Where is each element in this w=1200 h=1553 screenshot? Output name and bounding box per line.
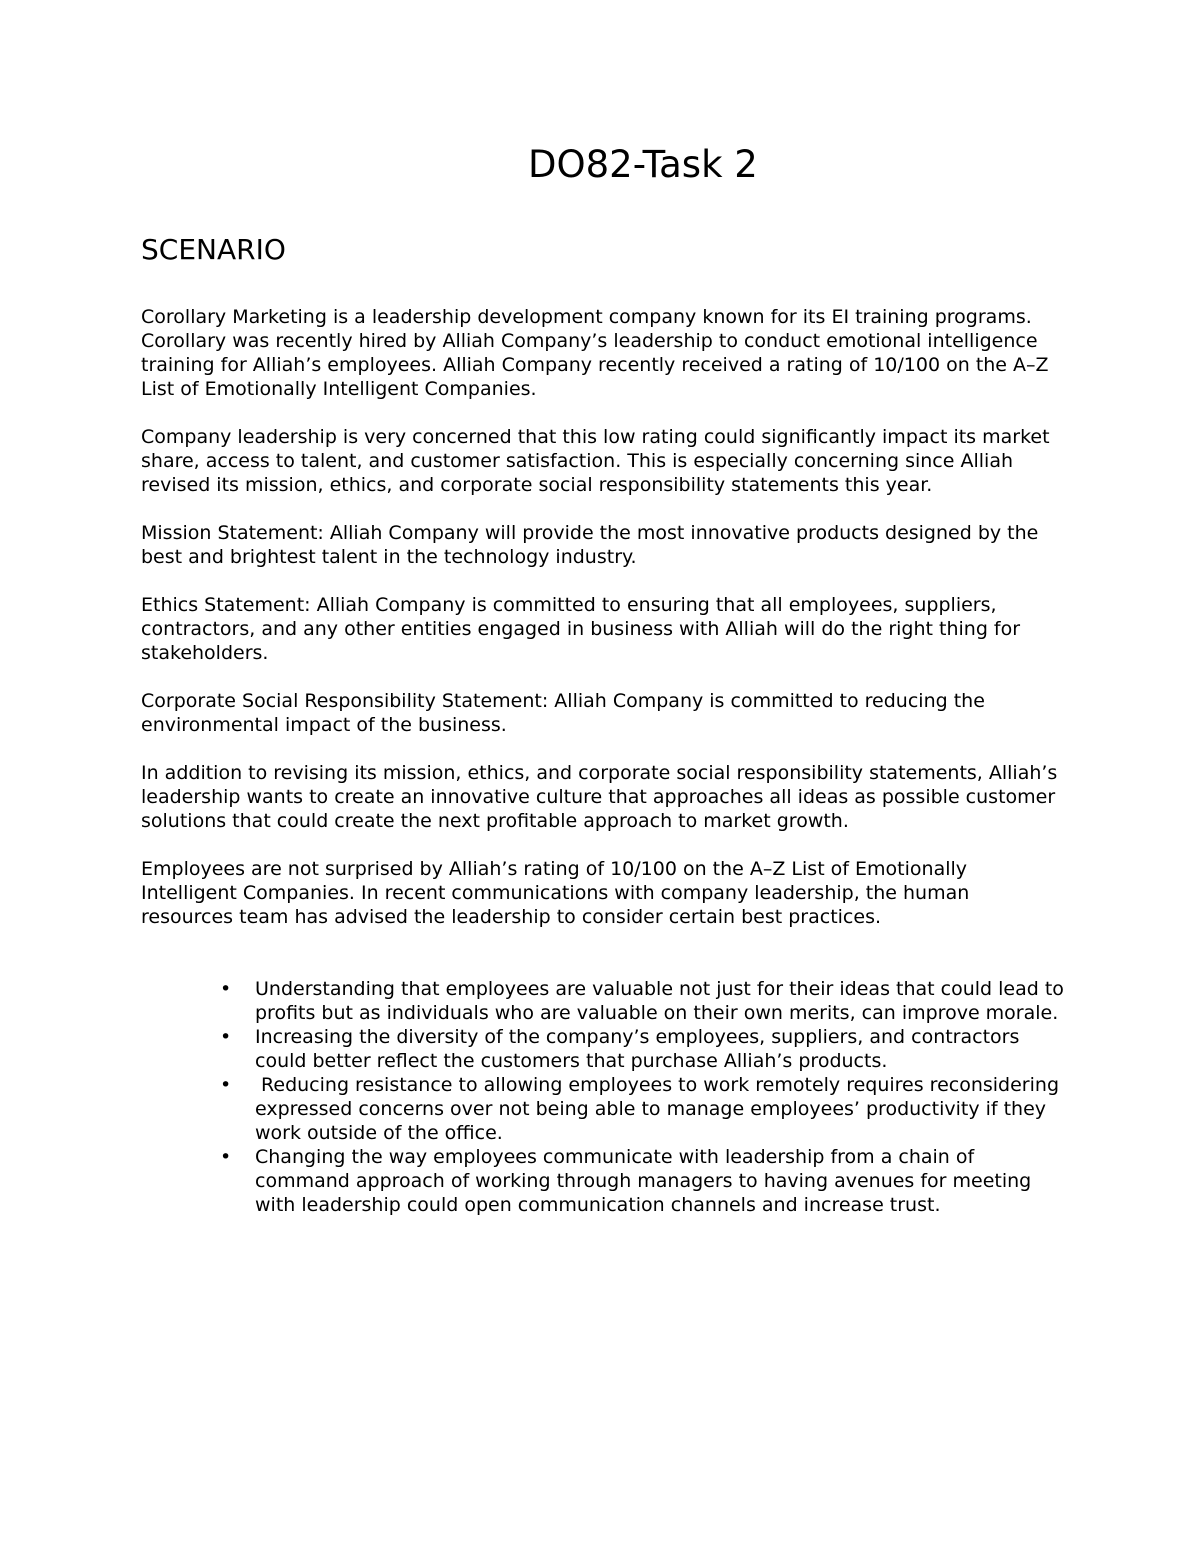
- bullet-icon: •: [220, 1146, 232, 1168]
- list-item: [220, 1073, 1066, 1145]
- list-item-text: Reducing resistance to allowing employees to work remotely requires reconsidering expressed concerns over not being able to manage employees’ productivity if they work outside of the office.: [255, 1074, 1066, 1144]
- bullet-icon: •: [220, 1026, 232, 1048]
- paragraph-mission-statement: Mission Statement: Alliah Company will provide the most innovative products designed by the best and brightest talent in the technology industry.: [141, 522, 1039, 568]
- document-body: [141, 305, 1066, 1217]
- list-item: [220, 1145, 1066, 1217]
- bullet-icon: •: [220, 1074, 232, 1096]
- section-heading: SCENARIO: [141, 233, 286, 266]
- list-item: [220, 1025, 1066, 1073]
- paragraph-innovative-culture: In addition to revising its mission, ethics, and corporate social responsibility statements, Alliah’s leadership wants to create an innovative culture that approaches all ideas as possible customer solutions that could create the next profitable approach to market growth.: [141, 762, 1058, 832]
- list-item-text: Increasing the diversity of the company’s employees, suppliers, and contractors could better reflect the customers that purchase Alliah’s products.: [255, 1026, 1020, 1072]
- list-item-text: Understanding that employees are valuable not just for their ideas that could lead to profits but as individuals who are valuable on their own merits, can improve morale.: [255, 978, 1064, 1024]
- paragraph-csr-statement: Corporate Social Responsibility Statement: Alliah Company is committed to reducing the environmental impact of the business.: [141, 690, 985, 736]
- paragraph-intro: Corollary Marketing is a leadership development company known for its EI training programs. Corollary was recently hired by Alliah Company’s leadership to conduct emotional intelligence training for Alliah’s employees. Alliah Company recently received a rating of 10/100 on the A–Z List of Emotionally Intelligent Companies.: [141, 306, 1049, 400]
- paragraph-leadership-concern: Company leadership is very concerned that this low rating could significantly impact its market share, access to talent, and customer satisfaction. This is especially concerning since Alliah revised its mission, ethics, and corporate social responsibility statements this year.: [141, 426, 1050, 496]
- list-item-text: Changing the way employees communicate with leadership from a chain of command approach of working through managers to having avenues for meeting with leadership could open communication channels and increase trust.: [255, 1146, 1032, 1216]
- bullet-icon: •: [220, 978, 232, 1000]
- best-practices-list: [141, 977, 1066, 1217]
- list-item: [220, 977, 1066, 1025]
- document-title: DO82-Task 2: [528, 143, 758, 186]
- paragraph-employees-reaction: Employees are not surprised by Alliah’s rating of 10/100 on the A–Z List of Emotionally Intelligent Companies. In recent communications with company leadership, the human resources team has advised the leadership to consider certain best practices.: [141, 858, 970, 928]
- paragraph-ethics-statement: Ethics Statement: Alliah Company is committed to ensuring that all employees, suppliers, contractors, and any other entities engaged in business with Alliah will do the right thing for stakeholders.: [141, 594, 1021, 664]
